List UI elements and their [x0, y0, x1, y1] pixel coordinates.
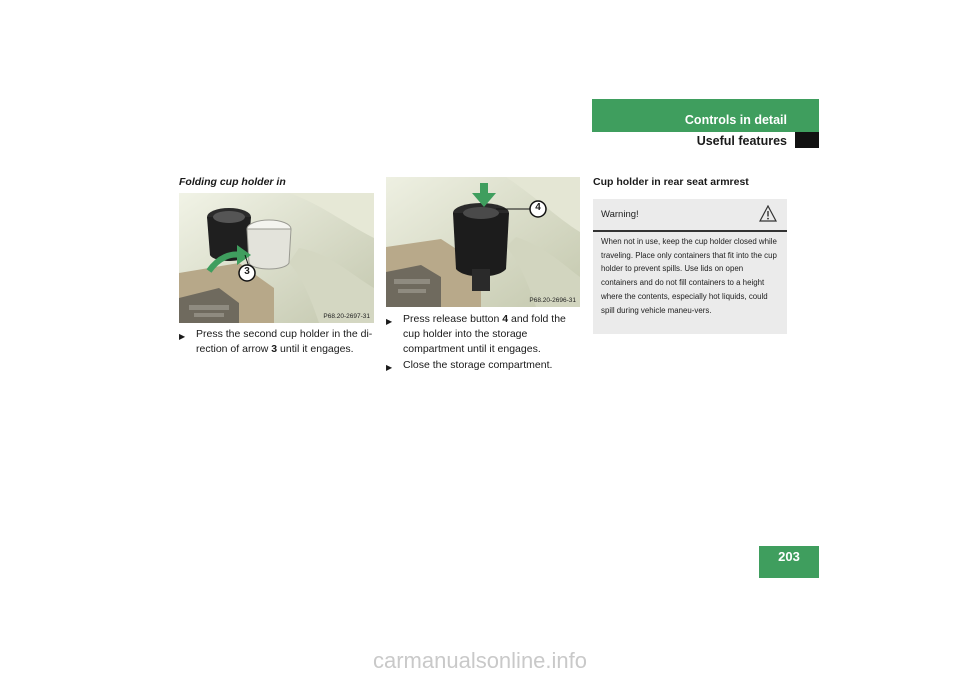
step-arrow-icon: ▶	[386, 363, 393, 372]
figure-cup-holder-fold-drawing	[179, 193, 374, 323]
step-fold-second-holder	[179, 327, 374, 357]
warning-box	[593, 199, 787, 334]
col3-heading: Cup holder in rear seat armrest	[593, 176, 749, 188]
step-press-release	[386, 312, 581, 357]
header-subsection-title: Useful features	[696, 134, 787, 148]
page-number-band	[759, 546, 819, 578]
step-ref: 3	[271, 343, 278, 355]
figure-code: P68.20-2696-31	[529, 297, 576, 304]
step-tail: and fold the cup holder into the storage compartment until it engages.	[403, 313, 566, 355]
figure-release-button-drawing	[386, 177, 580, 307]
step-text: Press the second cup holder in the di- rection of arrow	[196, 328, 373, 355]
header-section-band	[592, 99, 819, 132]
warning-body: When not in use, keep the cup holder closed while traveling. Place only containers that fit into the cup holder to prevent spills. Use lids on open containers and do not fill containers to a height where the contents, especially hot liquids, could spill during vehicle maneu-vers.	[601, 237, 777, 315]
page-number: 203	[778, 549, 800, 564]
col1-heading: Folding cup holder in	[179, 176, 286, 188]
figure-release-button	[386, 177, 580, 307]
figure-cup-holder-fold	[179, 193, 374, 323]
figure-code: P68.20-2697-31	[323, 313, 370, 320]
step-arrow-icon: ▶	[179, 332, 186, 341]
figure-callout-4: 4	[535, 202, 541, 213]
step-text: Press release button	[403, 313, 503, 325]
step-tail: until it engages.	[277, 343, 354, 355]
step-ref: 4	[502, 313, 509, 325]
warning-title: Warning!	[601, 209, 639, 220]
watermark-text: carmanualsonline.info	[372, 648, 588, 673]
figure-callout-3: 3	[244, 266, 250, 277]
step-arrow-icon: ▶	[386, 317, 393, 326]
warning-triangle-icon	[759, 205, 777, 227]
header-section-title: Controls in detail	[684, 113, 787, 127]
warning-divider	[593, 230, 787, 232]
step-close-compartment	[386, 358, 581, 373]
step-text: Close the storage compartment.	[403, 359, 553, 371]
header-marker	[795, 132, 819, 148]
